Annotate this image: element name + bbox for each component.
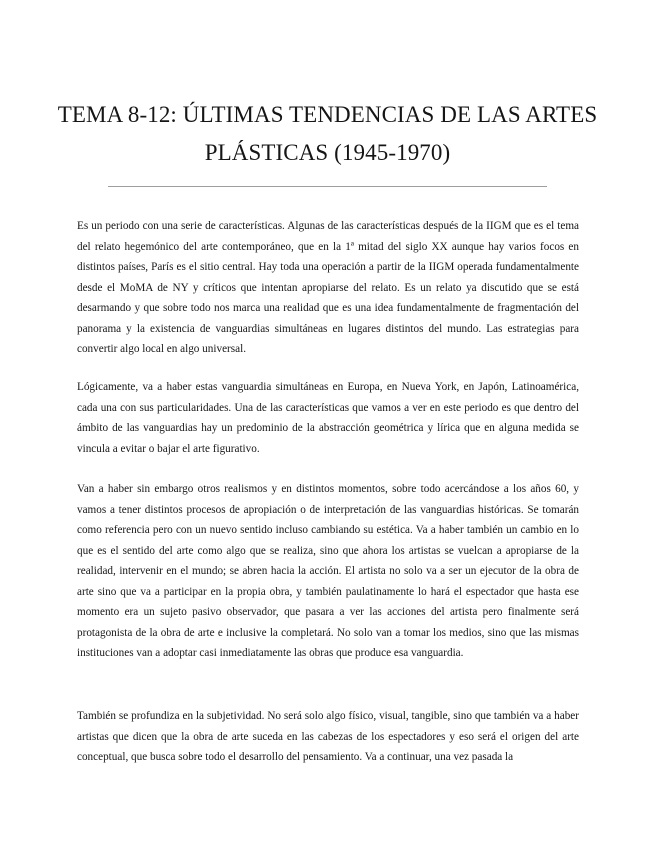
document-title-line-2: PLÁSTICAS (1945-1970) [204, 140, 451, 165]
paragraph-2: Lógicamente, va a haber estas vanguardia simultáneas en Europa, en Nueva York, en Japón, Latinoamérica, cada una con sus particularidades. Una de las características que vamos a ver en este periodo es que dentro del ámbito de las vanguardias hay un predominio de la abstracción geométrica y lírica que en alguna medida se vincula a evitar o bajar el arte figurativo. [77, 381, 579, 455]
title-divider [108, 186, 547, 187]
document-title-line-1: TEMA 8-12: ÚLTIMAS TENDENCIAS DE LAS ARTES [57, 102, 598, 127]
paragraph-1: Es un periodo con una serie de características. Algunas de las características después de la IIGM que es el tema del relato hegemónico del arte contemporáneo, que en la 1ª mitad del siglo XX aunque hay varios focos en distintos países, París es el sitio central. Hay toda una operación a partir de la IIGM operada fundamentalmente desde el MoMA de NY y críticos que intentan apropiarse del relato. Es un relato ya discutido que se está desarmando y que sobre todo nos marca una realidad que es una idea fundamentalmente de fragmentación del panorama y la existencia de vanguardias simultáneas en lugares distintos del mundo. Las estrategias para convertir algo local en algo universal. [77, 220, 579, 355]
paragraph-4: También se profundiza en la subjetividad. No será solo algo físico, visual, tangible, sino que también va a haber artistas que dicen que la obra de arte suceda en las cabezas de los espectadores y eso será el origen del arte conceptual, que busca sobre todo el desarrollo del pensamiento. Va a continuar, una vez pasada la [77, 710, 579, 763]
paragraph-3: Van a haber sin embargo otros realismos y en distintos momentos, sobre todo acercándose a los años 60, y vamos a tener distintos procesos de apropiación o de interpretación de las vanguardias históricas. Se tomarán como referencia pero con un nuevo sentido incluso cambiando su estética. Va a haber también un cambio en lo que es el sentido del arte como algo que se realiza, sino que ahora los artistas se vuelcan a apropiarse de la realidad, intervenir en el mundo; se abren hacia la acción. El artista no solo va a ser un ejecutor de la obra de arte sino que va a participar en la propia obra, y también paulatinamente lo hará el espectador que hasta ese momento era un sujeto pasivo observador, que pasara a ver las acciones del artista pero finalmente será protagonista de la obra de arte e inclusive la completará. No solo van a tomar los medios, sino que las mismas instituciones van a adoptar casi inmediatamente las obras que produce esa vanguardia. [77, 483, 579, 659]
